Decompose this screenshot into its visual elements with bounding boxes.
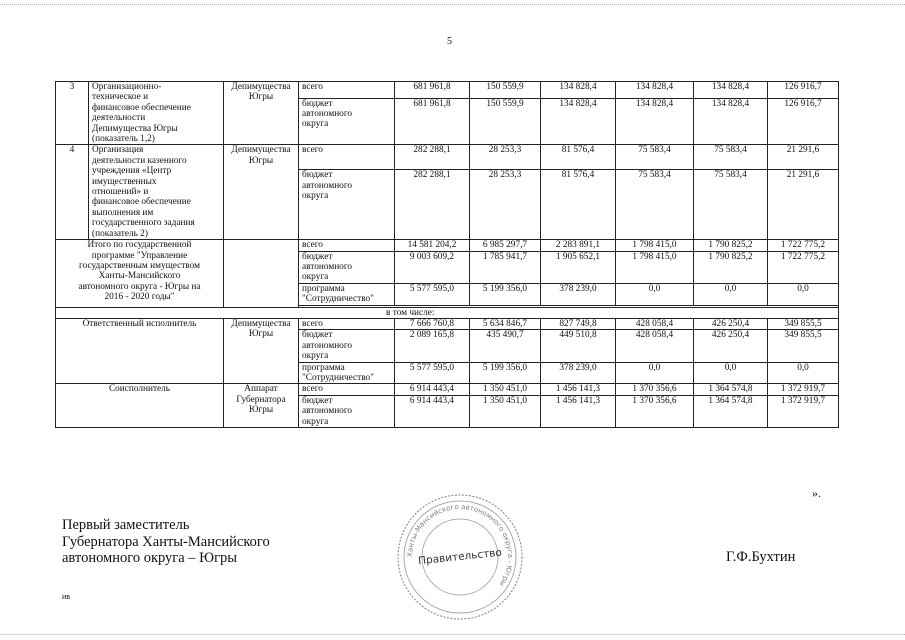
table-row (56, 307, 839, 318)
amount-cell: 282 288,1 (395, 170, 470, 240)
amount-cell: 0,0 (768, 283, 839, 305)
row-number-cell: 4 (56, 145, 89, 240)
scan-edge-top (0, 4, 905, 6)
funding-source-cell: бюджет автономного округа (299, 395, 395, 427)
amount-cell: 282 288,1 (395, 145, 470, 170)
amount-cell: 349 855,5 (768, 318, 839, 329)
amount-cell: 428 058,4 (616, 330, 694, 362)
amount-cell: 134 828,4 (616, 98, 694, 145)
funding-source-cell: программа "Сотрудничество" (299, 283, 395, 305)
funding-source-cell: всего (299, 384, 395, 395)
amount-cell: 1 364 574,8 (694, 384, 768, 395)
official-seal-stamp (394, 492, 526, 622)
funding-source-cell: программа "Сотрудничество" (299, 362, 395, 384)
amount-cell: 126 916,7 (768, 82, 839, 99)
executor-initials: ив (62, 592, 71, 601)
amount-cell: 681 961,8 (395, 82, 470, 99)
funding-source-cell: всего (299, 82, 395, 99)
amount-cell: 0,0 (694, 283, 768, 305)
funding-source-cell: бюджет автономного округа (299, 170, 395, 240)
amount-cell: 681 961,8 (395, 98, 470, 145)
amount-cell: 1 790 825,2 (694, 251, 768, 283)
table-row (56, 145, 839, 170)
executor-cell: Аппарат Губернатора Югры (224, 384, 299, 428)
table-row (56, 240, 839, 251)
amount-cell: 1 785 941,7 (470, 251, 541, 283)
amount-cell: 435 490,7 (470, 330, 541, 362)
amount-cell: 6 914 443,4 (395, 384, 470, 395)
amount-cell: 75 583,4 (616, 145, 694, 170)
funding-source-cell: всего (299, 240, 395, 251)
amount-cell: 1 456 141,3 (541, 395, 616, 427)
signatory-name: Г.Ф.Бухтин (726, 549, 796, 565)
responsible-label-cell: Ответственный исполнитель (56, 318, 224, 383)
amount-cell: 1 722 775,2 (768, 240, 839, 251)
amount-cell: 0,0 (768, 362, 839, 384)
coexecutor-label-cell: Соисполнитель (56, 384, 224, 428)
finance-table-body (56, 82, 839, 428)
amount-cell: 75 583,4 (616, 170, 694, 240)
amount-cell: 150 559,9 (470, 98, 541, 145)
amount-cell: 150 559,9 (470, 82, 541, 99)
empty-executor-cell (224, 240, 299, 307)
amount-cell: 1 790 825,2 (694, 240, 768, 251)
executor-cell: Депимущества Югры (224, 318, 299, 383)
scan-edge-bottom (0, 634, 905, 636)
amount-cell: 1 372 919,7 (768, 384, 839, 395)
amount-cell: 81 576,4 (541, 170, 616, 240)
amount-cell: 5 577 595,0 (395, 283, 470, 305)
amount-cell: 134 828,4 (694, 82, 768, 99)
amount-cell: 1 350 451,0 (470, 384, 541, 395)
amount-cell: 426 250,4 (694, 318, 768, 329)
signatory-position: Первый заместитель Губернатора Ханты-Мансийского автономного округа – Югры (62, 517, 270, 566)
amount-cell: 75 583,4 (694, 145, 768, 170)
amount-cell: 21 291,6 (768, 145, 839, 170)
amount-cell: 1 456 141,3 (541, 384, 616, 395)
amount-cell: 5 199 356,0 (470, 362, 541, 384)
amount-cell: 449 510,8 (541, 330, 616, 362)
table-row (56, 318, 839, 329)
amount-cell: 7 666 760,8 (395, 318, 470, 329)
amount-cell: 14 581 204,2 (395, 240, 470, 251)
amount-cell: 1 798 415,0 (616, 251, 694, 283)
amount-cell: 0,0 (616, 283, 694, 305)
amount-cell: 6 914 443,4 (395, 395, 470, 427)
amount-cell: 0,0 (694, 362, 768, 384)
amount-cell: 28 253,3 (470, 145, 541, 170)
amount-cell: 378 239,0 (541, 283, 616, 305)
funding-source-cell: бюджет автономного округа (299, 251, 395, 283)
amount-cell: 827 749,8 (541, 318, 616, 329)
amount-cell: 1 905 652,1 (541, 251, 616, 283)
amount-cell: 134 828,4 (541, 98, 616, 145)
amount-cell: 1 370 356,6 (616, 384, 694, 395)
row-number-cell: 3 (56, 82, 89, 145)
amount-cell: 28 253,3 (470, 170, 541, 240)
total-label-cell: Итого по государственной программе "Управление государственным имуществом Ханты-Мансийского автономного округа - Югры на 2016 - 2020 годы" (56, 240, 224, 307)
amount-cell: 6 985 297,7 (470, 240, 541, 251)
table-row (56, 384, 839, 395)
finance-table (55, 81, 839, 428)
amount-cell: 428 058,4 (616, 318, 694, 329)
page-number: 5 (447, 36, 452, 47)
amount-cell: 378 239,0 (541, 362, 616, 384)
amount-cell: 126 916,7 (768, 98, 839, 145)
amount-cell: 21 291,6 (768, 170, 839, 240)
amount-cell: 5 577 595,0 (395, 362, 470, 384)
funding-source-cell: всего (299, 145, 395, 170)
funding-source-cell: всего (299, 318, 395, 329)
activity-name-cell: Организация деятельности казенного учреждения «Центр имущественных отношений» и финансовое обеспечение выполнения им государственного задания (показатель 2) (89, 145, 224, 240)
amount-cell: 134 828,4 (694, 98, 768, 145)
amount-cell: 1 364 574,8 (694, 395, 768, 427)
amount-cell: 5 634 846,7 (470, 318, 541, 329)
executor-cell: Депимущества Югры (224, 145, 299, 240)
amount-cell: 2 283 891,1 (541, 240, 616, 251)
executor-cell: Депимущества Югры (224, 82, 299, 145)
amount-cell: 426 250,4 (694, 330, 768, 362)
table-row (56, 82, 839, 99)
amount-cell: 9 003 609,2 (395, 251, 470, 283)
funding-source-cell: бюджет автономного округа (299, 98, 395, 145)
amount-cell: 5 199 356,0 (470, 283, 541, 305)
amount-cell: 1 372 919,7 (768, 395, 839, 427)
funding-source-cell: бюджет автономного округа (299, 330, 395, 362)
stamp-center-text: Правительство (417, 546, 503, 568)
closing-quote: ». (812, 486, 821, 500)
amount-cell: 1 370 356,6 (616, 395, 694, 427)
amount-cell: 1 722 775,2 (768, 251, 839, 283)
stamp-ring-text: Ханты-Мансийского автономного округа - Югры (405, 502, 515, 588)
amount-cell: 1 798 415,0 (616, 240, 694, 251)
activity-name-cell: Организационно- техническое и финансовое обеспечение деятельности Депимущества Югры (показатель 1,2) (89, 82, 224, 145)
amount-cell: 134 828,4 (541, 82, 616, 99)
including-label-cell: в том числе: (56, 307, 839, 318)
amount-cell: 2 089 165,8 (395, 330, 470, 362)
amount-cell: 75 583,4 (694, 170, 768, 240)
amount-cell: 0,0 (616, 362, 694, 384)
amount-cell: 81 576,4 (541, 145, 616, 170)
amount-cell: 1 350 451,0 (470, 395, 541, 427)
amount-cell: 349 855,5 (768, 330, 839, 362)
amount-cell: 134 828,4 (616, 82, 694, 99)
